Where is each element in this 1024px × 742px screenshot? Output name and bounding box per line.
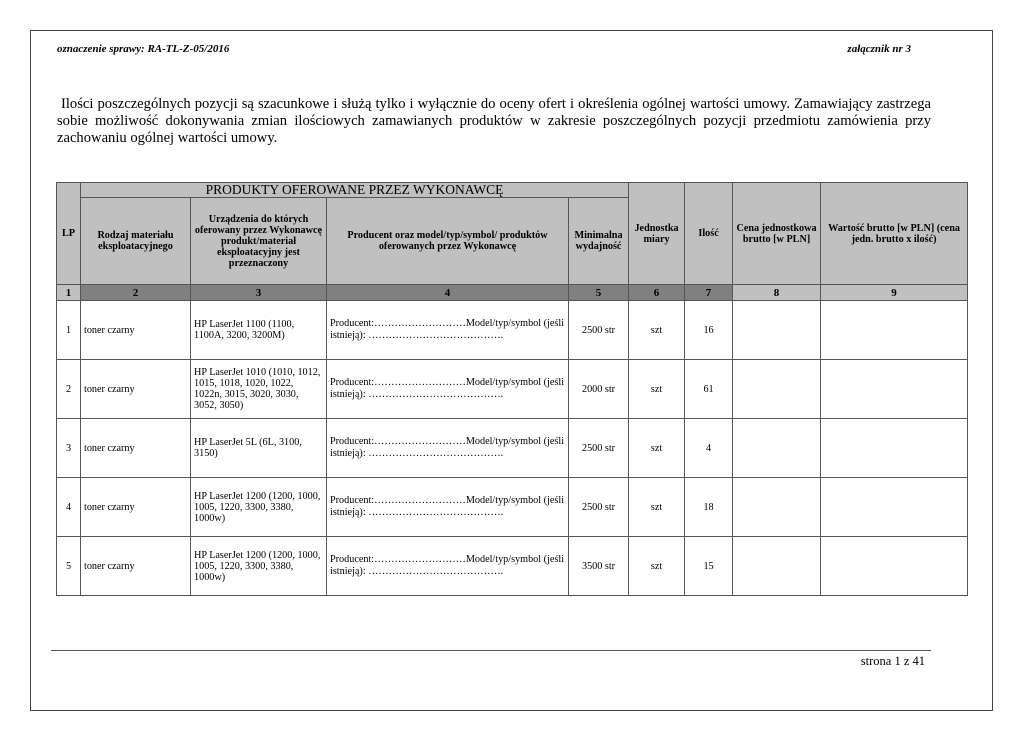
row-qty: 61	[685, 360, 733, 419]
row-qty: 16	[685, 301, 733, 360]
row-unit-price-field[interactable]	[733, 360, 821, 419]
row-yield: 2000 str	[569, 360, 629, 419]
col-number: 1	[57, 285, 81, 301]
row-unit: szt	[629, 537, 685, 596]
table-row	[57, 537, 968, 596]
table-row	[57, 301, 968, 360]
col-yield-header: Minimalna wydajność	[569, 198, 629, 285]
row-unit-price-field[interactable]	[733, 478, 821, 537]
page-number: strona 1 z 41	[860, 654, 925, 668]
row-producer-field[interactable]: Producent:………………………Model/typ/symbol (jeśli istnieją): ………………………………….	[327, 537, 569, 596]
table-row	[57, 360, 968, 419]
table-row	[57, 478, 968, 537]
row-devices: HP LaserJet 5L (6L, 3100, 3150)	[191, 419, 327, 478]
row-lp: 2	[57, 360, 81, 419]
row-qty: 4	[685, 419, 733, 478]
col-lp-header: LP	[57, 183, 81, 285]
col-number: 9	[821, 285, 968, 301]
row-lp: 4	[57, 478, 81, 537]
row-material: toner czarny	[81, 478, 191, 537]
col-devices-header: Urządzenia do których oferowany przez Wykonawcę produkt/materiał eksploatacyjny jest przeznaczony	[191, 198, 327, 285]
row-qty: 18	[685, 478, 733, 537]
col-number: 5	[569, 285, 629, 301]
col-number: 7	[685, 285, 733, 301]
col-number: 3	[191, 285, 327, 301]
case-reference: oznaczenie sprawy: RA-TL-Z-05/2016	[57, 43, 230, 55]
table-row	[57, 419, 968, 478]
row-total-field[interactable]	[821, 419, 968, 478]
col-qty-header: Ilość	[685, 183, 733, 285]
row-devices: HP LaserJet 1100 (1100, 1100A, 3200, 3200M)	[191, 301, 327, 360]
row-producer-field[interactable]: Producent:………………………Model/typ/symbol (jeśli istnieją): ………………………………….	[327, 478, 569, 537]
row-unit: szt	[629, 478, 685, 537]
row-lp: 5	[57, 537, 81, 596]
row-qty: 15	[685, 537, 733, 596]
row-unit-price-field[interactable]	[733, 301, 821, 360]
row-material: toner czarny	[81, 360, 191, 419]
col-number: 2	[81, 285, 191, 301]
row-unit: szt	[629, 419, 685, 478]
row-material: toner czarny	[81, 419, 191, 478]
row-producer-field[interactable]: Producent:………………………Model/typ/symbol (jeśli istnieją): ………………………………….	[327, 419, 569, 478]
products-group-header: PRODUKTY OFEROWANE PRZEZ WYKONAWCĘ	[81, 183, 629, 198]
col-unit-header: Jednostka miary	[629, 183, 685, 285]
col-number: 6	[629, 285, 685, 301]
col-number: 8	[733, 285, 821, 301]
row-total-field[interactable]	[821, 537, 968, 596]
row-devices: HP LaserJet 1200 (1200, 1000, 1005, 1220, 3300, 3380, 1000w)	[191, 478, 327, 537]
col-producer-header: Producent oraz model/typ/symbol/ produktów oferowanych przez Wykonawcę	[327, 198, 569, 285]
footer-divider	[51, 650, 931, 651]
col-material-header: Rodzaj materiału eksploatacyjnego	[81, 198, 191, 285]
row-yield: 3500 str	[569, 537, 629, 596]
products-table	[56, 182, 968, 596]
row-total-field[interactable]	[821, 360, 968, 419]
col-number: 4	[327, 285, 569, 301]
row-unit-price-field[interactable]	[733, 537, 821, 596]
row-producer-field[interactable]: Producent:………………………Model/typ/symbol (jeśli istnieją): ………………………………….	[327, 301, 569, 360]
row-lp: 1	[57, 301, 81, 360]
column-number-row	[57, 285, 968, 301]
row-total-field[interactable]	[821, 478, 968, 537]
intro-paragraph: Ilości poszczególnych pozycji są szacunkowe i służą tylko i wyłącznie do oceny ofert i określenia ogólnej wartości umowy. Zamawiający zastrzega sobie możliwość dokonywania zmian ilościowych zamawianych produktów w zakresie poszczególnych pozycji przedmiotu zamówienia przy zachowaniu ogólnej wartości umowy.	[57, 96, 931, 146]
col-unit-price-header: Cena jednostkowa brutto [w PLN]	[733, 183, 821, 285]
row-unit-price-field[interactable]	[733, 419, 821, 478]
row-total-field[interactable]	[821, 301, 968, 360]
row-producer-field[interactable]: Producent:………………………Model/typ/symbol (jeśli istnieją): ………………………………….	[327, 360, 569, 419]
attachment-label: załącznik nr 3	[847, 43, 911, 55]
col-total-header: Wartość brutto [w PLN] (cena jedn. brutto x ilość)	[821, 183, 968, 285]
row-unit: szt	[629, 301, 685, 360]
row-lp: 3	[57, 419, 81, 478]
row-devices: HP LaserJet 1200 (1200, 1000, 1005, 1220, 3300, 3380, 1000w)	[191, 537, 327, 596]
row-yield: 2500 str	[569, 419, 629, 478]
row-devices: HP LaserJet 1010 (1010, 1012, 1015, 1018, 1020, 1022, 1022n, 3015, 3020, 3030, 3052, 3050)	[191, 360, 327, 419]
row-material: toner czarny	[81, 301, 191, 360]
row-yield: 2500 str	[569, 301, 629, 360]
row-unit: szt	[629, 360, 685, 419]
row-material: toner czarny	[81, 537, 191, 596]
row-yield: 2500 str	[569, 478, 629, 537]
